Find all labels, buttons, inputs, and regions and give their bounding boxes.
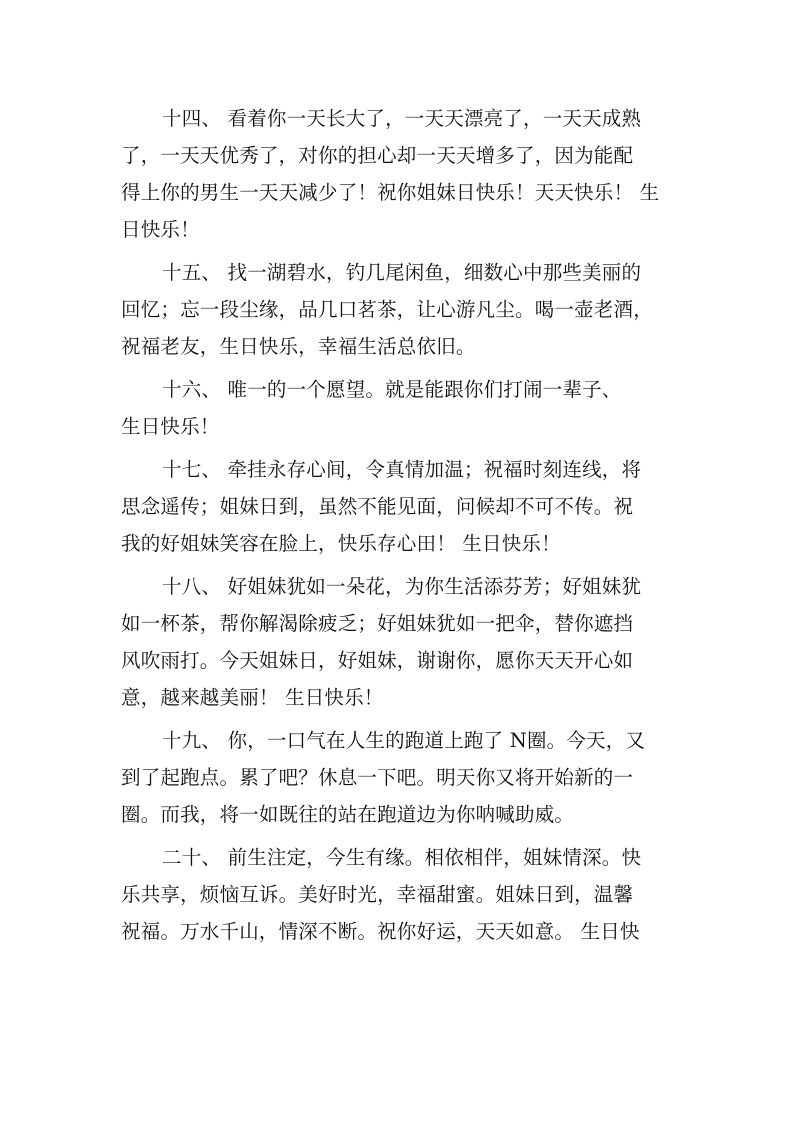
text-line: 得上你的男生一天天减少了！祝你姐妹日快乐！天天快乐！ 生 bbox=[121, 181, 660, 204]
text-line: 十九、 你，一口气在人生的跑道上跑了 N圈。今天，又 bbox=[162, 729, 646, 752]
text-line: 十八、 好姐妹犹如一朵花，为你生活添芬芳；好姐妹犹 bbox=[162, 575, 642, 598]
text-line: 祝福老友，生日快乐，幸福生活总依旧。 bbox=[121, 335, 476, 358]
text-line: 生日快乐！ bbox=[121, 415, 220, 438]
paragraph-20 bbox=[121, 839, 677, 950]
paragraph-14 bbox=[121, 100, 677, 248]
document-body bbox=[121, 100, 677, 956]
paragraph-19 bbox=[121, 722, 677, 833]
text-line: 十六、 唯一的一个愿望。就是能跟你们打闹一辈子、 bbox=[162, 378, 622, 401]
text-line: 十七、 牵挂永存心间，令真情加温；祝福时刻连线，将 bbox=[162, 458, 642, 481]
text-line: 回忆；忘一段尘缘，品几口茗茶，让心游凡尘。喝一壶老酒， bbox=[121, 298, 653, 321]
paragraph-17 bbox=[121, 451, 677, 562]
text-line: 我的好姐妹笑容在脸上，快乐存心田！ 生日快乐！ bbox=[121, 532, 561, 555]
text-line: 意，越来越美丽！ 生日快乐！ bbox=[121, 686, 384, 709]
text-line: 风吹雨打。今天姐妹日，好姐妹，谢谢你，愿你天天开心如 bbox=[121, 649, 634, 672]
paragraph-18 bbox=[121, 568, 677, 716]
text-line: 日快乐！ bbox=[121, 218, 200, 241]
text-line: 圈。而我，将一如既往的站在跑道边为你呐喊助威。 bbox=[121, 803, 575, 826]
text-line: 如一杯茶，帮你解渴除疲乏；好姐妹犹如一把伞，替你遮挡 bbox=[121, 612, 634, 635]
text-line: 到了起跑点。累了吧？休息一下吧。明天你又将开始新的一 bbox=[121, 766, 634, 789]
paragraph-15 bbox=[121, 254, 677, 365]
text-line: 乐共享，烦恼互诉。美好时光，幸福甜蜜。姐妹日到，温馨 bbox=[121, 883, 634, 906]
text-line: 祝福。万水千山，情深不断。祝你好运，天天如意。 生日快 bbox=[121, 920, 640, 943]
text-line: 十五、 找一湖碧水，钓几尾闲鱼，细数心中那些美丽的 bbox=[162, 261, 642, 284]
text-line: 十四、 看着你一天长大了，一天天漂亮了，一天天成熟 bbox=[162, 107, 642, 130]
paragraph-16 bbox=[121, 371, 677, 445]
text-line: 思念遥传；姐妹日到，虽然不能见面，问候却不可不传。祝 bbox=[121, 495, 634, 518]
text-line: 二十、 前生注定，今生有缘。相依相伴，姐妹情深。快 bbox=[162, 846, 642, 869]
text-line: 了，一天天优秀了，对你的担心却一天天增多了，因为能配 bbox=[121, 144, 634, 167]
